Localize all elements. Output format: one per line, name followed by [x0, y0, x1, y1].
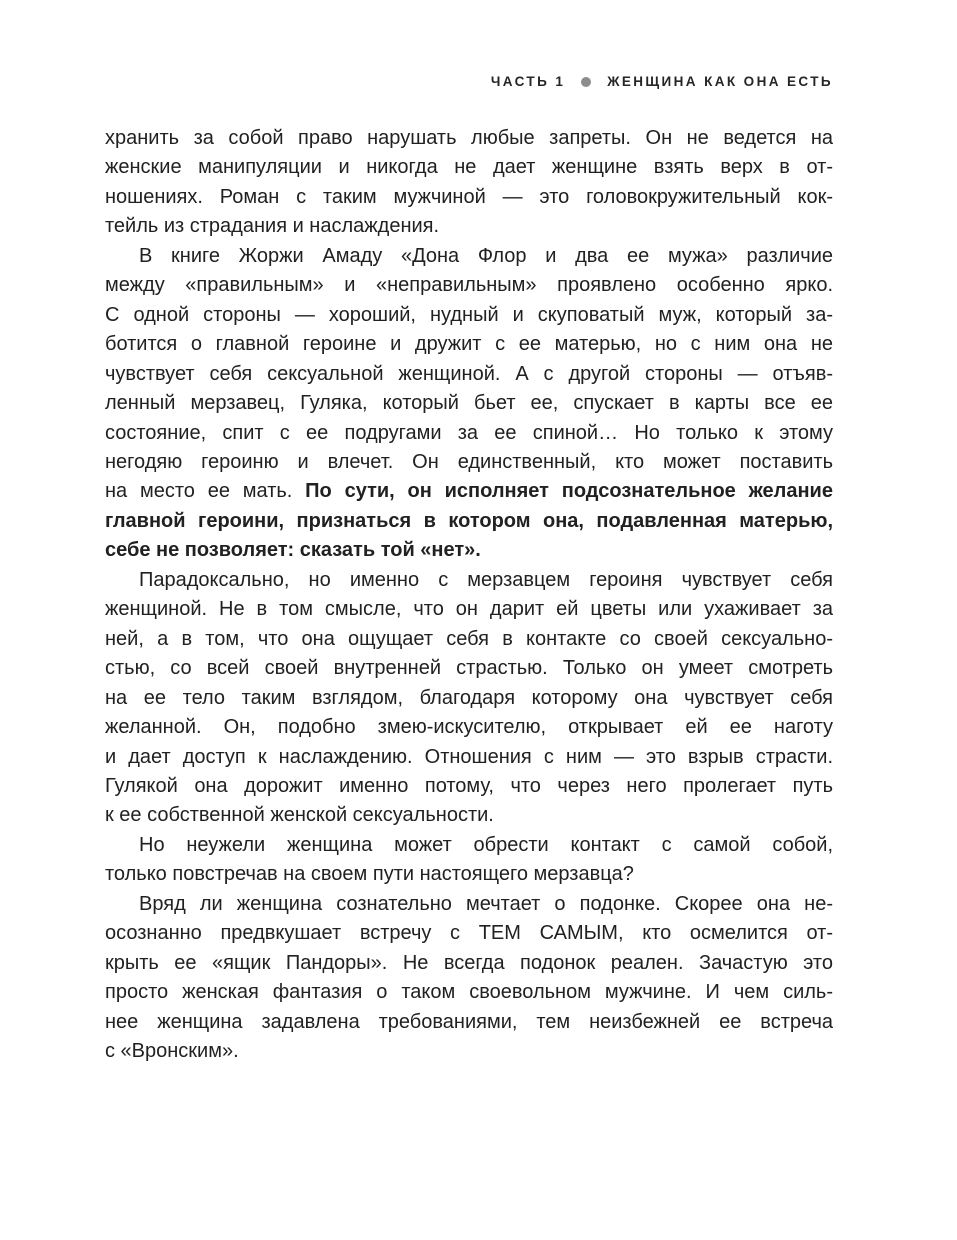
text-line [105, 360, 833, 389]
text-line [105, 301, 833, 330]
text-line [105, 183, 833, 212]
text-line [105, 507, 833, 536]
body-text [105, 124, 833, 1067]
text-run: Но неужели женщина может обрести контакт с самой собой, [139, 833, 833, 856]
text-line [105, 242, 833, 271]
text-line [105, 978, 833, 1007]
text-line [105, 595, 833, 624]
text-line [105, 713, 833, 742]
text-run: нее женщина задавлена требованиями, тем неизбежней ее встреча [105, 1010, 833, 1033]
text-line [105, 625, 833, 654]
text-run: женщиной. Не в том смысле, что он дарит ей цветы или ухаживает за [105, 598, 833, 621]
text-line [105, 1037, 833, 1066]
text-run: на ее тело таким взглядом, благодаря которому она чувствует себя [105, 686, 833, 709]
text-run: стью, со всей своей внутренней страстью. Только он умеет смотреть [105, 657, 833, 680]
text-line [105, 772, 833, 801]
text-run: крыть ее «ящик Пандоры». Не всегда подонок реален. Зачастую это [105, 951, 833, 974]
text-run: негодяю героиню и влечет. Он единственный, кто может поставить [105, 450, 833, 473]
bold-text-run: себе не позволяет: сказать той «нет». [105, 539, 481, 562]
text-run: Гулякой она дорожит именно потому, что через него пролегает путь [105, 774, 833, 797]
text-line [105, 860, 833, 889]
text-line [105, 124, 833, 153]
text-line [105, 566, 833, 595]
text-run: С одной стороны — хороший, нудный и скуповатый муж, который за- [105, 303, 833, 326]
text-run: Вряд ли женщина сознательно мечтает о подонке. Скорее она не- [139, 892, 833, 915]
text-run: В книге Жоржи Амаду «Дона Флор и два ее мужа» различие [139, 244, 833, 267]
paragraph [105, 242, 833, 566]
text-line [105, 477, 833, 506]
bold-text-run: главной героини, признаться в котором она, подавленная матерью, [105, 509, 833, 532]
text-run: к ее собственной женской сексуальности. [105, 804, 494, 827]
text-run: ленный мерзавец, Гуляка, который бьет ее, спускает в карты все ее [105, 392, 833, 415]
text-line [105, 330, 833, 359]
text-line [105, 448, 833, 477]
text-line [105, 831, 833, 860]
text-line [105, 743, 833, 772]
text-run: хранить за собой право нарушать любые запреты. Он не ведется на [105, 127, 833, 149]
text-line [105, 1008, 833, 1037]
paragraph [105, 124, 833, 242]
text-run: просто женская фантазия о таком своевольном мужчине. И чем силь- [105, 981, 833, 1004]
chapter-title: ЖЕНЩИНА КАК ОНА ЕСТЬ [607, 74, 833, 89]
text-run: только повстречав на своем пути настоящего мерзавца? [105, 863, 634, 886]
text-line [105, 919, 833, 948]
text-run: состояние, спит с ее подругами за ее спиной… Но только к этому [105, 421, 833, 444]
text-line [105, 536, 833, 565]
paragraph [105, 566, 833, 831]
text-run: между «правильным» и «неправильным» проявлено особенно ярко. [105, 274, 833, 297]
text-run: Парадоксально, но именно с мерзавцем героиня чувствует себя [139, 568, 833, 591]
separator-dot-icon [581, 77, 591, 87]
text-line [105, 271, 833, 300]
part-label: ЧАСТЬ 1 [490, 74, 566, 89]
text-run: с «Вронским». [105, 1040, 239, 1063]
text-run: осознанно предвкушает встречу с ТЕМ САМЫМ, кто осмелится от- [105, 922, 833, 945]
paragraph [105, 890, 833, 1067]
text-line [105, 153, 833, 182]
text-run: и дает доступ к наслаждению. Отношения с ним — это взрыв страсти. [105, 745, 833, 768]
text-run: чувствует себя сексуальной женщиной. А с другой стороны — отъяв- [105, 362, 833, 385]
text-line [105, 684, 833, 713]
text-run: желанной. Он, подобно змею-искусителю, открывает ей ее наготу [105, 716, 833, 739]
text-run: ней, а в том, что она ощущает себя в контакте со своей сексуально- [105, 627, 833, 650]
text-run: женские манипуляции и никогда не дает женщине взять верх в от- [105, 156, 833, 179]
paragraph [105, 831, 833, 890]
text-run: ношениях. Роман с таким мужчиной — это головокружительный кок- [105, 185, 833, 208]
bold-text-run: По сути, он исполняет подсознательное желание [305, 480, 833, 503]
text-line [105, 949, 833, 978]
text-run: на место ее мать. [105, 480, 306, 503]
text-run: ботится о главной героине и дружит с ее матерью, но с ним она не [105, 333, 833, 356]
text-line [105, 389, 833, 418]
text-line [105, 419, 833, 448]
running-header [105, 74, 833, 89]
text-run: тейль из страдания и наслаждения. [105, 215, 440, 238]
text-line [105, 801, 833, 830]
text-line [105, 654, 833, 683]
text-line [105, 890, 833, 919]
text-line [105, 212, 833, 241]
